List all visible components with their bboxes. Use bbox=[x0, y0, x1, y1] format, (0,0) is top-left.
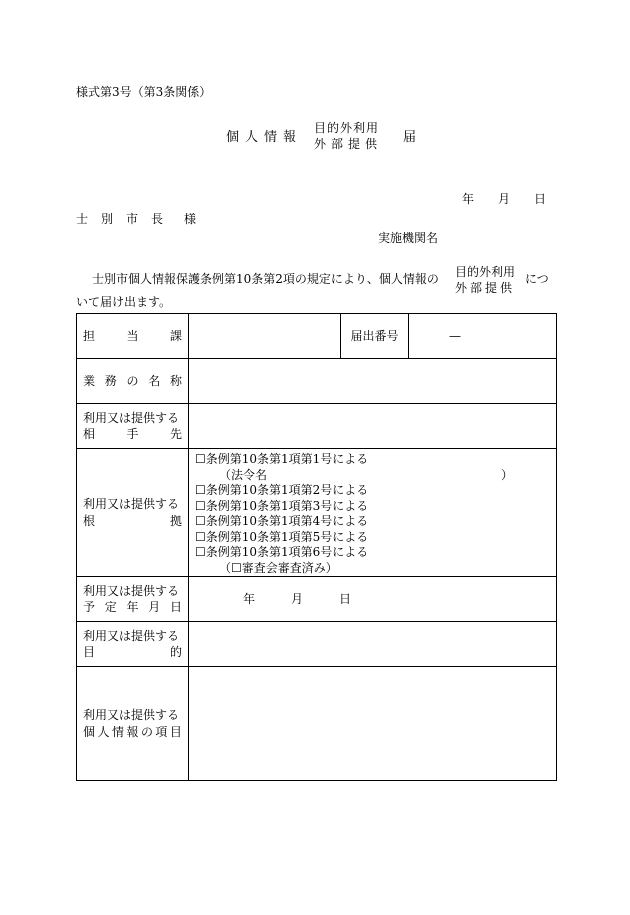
basis-law-name-line bbox=[195, 468, 556, 484]
planned-date-year: 年 bbox=[243, 592, 256, 606]
date-year: 年 bbox=[462, 192, 475, 206]
title-right: 届 bbox=[403, 130, 417, 145]
basis-option-3[interactable]: ☐条例第10条第1項第3号による bbox=[195, 498, 369, 513]
basis-law-name-close: ） bbox=[501, 467, 514, 482]
business-name-label-cell bbox=[77, 359, 189, 404]
basis-label-1: 利用又は提供する bbox=[83, 497, 180, 512]
basis-review-checkbox[interactable]: （☐審査会審査済み） bbox=[219, 560, 338, 575]
items-label-cell bbox=[77, 667, 189, 781]
recipient-label-1: 利用又は提供する bbox=[83, 410, 180, 425]
statement-part2: につ bbox=[525, 272, 549, 286]
basis-option-6[interactable]: ☐条例第10条第1項第6号による bbox=[195, 545, 369, 559]
addressee-honorific: 様 bbox=[184, 212, 197, 226]
statement-stack-top: 目的外利用 bbox=[455, 265, 516, 279]
basis-option-5[interactable]: ☐条例第10条第1項第5号による bbox=[195, 529, 369, 544]
purpose-label-cell bbox=[77, 622, 189, 667]
row-basis bbox=[77, 449, 557, 577]
business-name-label: 業 務 の 名 称 bbox=[83, 373, 182, 388]
planned-date-label-cell bbox=[77, 577, 189, 622]
business-name-value[interactable] bbox=[189, 359, 557, 404]
items-label-2: 個 人 情 報 の 項 目 bbox=[83, 724, 182, 739]
date-day: 日 bbox=[534, 192, 547, 206]
statement-stack bbox=[455, 266, 515, 294]
basis-label-cell bbox=[77, 449, 189, 577]
items-value[interactable] bbox=[189, 667, 557, 781]
purpose-label-1: 利用又は提供する bbox=[83, 628, 180, 643]
row-recipient bbox=[77, 404, 557, 449]
basis-option-1[interactable]: ☐条例第10条第1項第1号による bbox=[195, 452, 369, 466]
row-purpose bbox=[77, 622, 557, 667]
department-value[interactable] bbox=[189, 314, 341, 359]
basis-option-4[interactable]: ☐条例第10条第1項第4号による bbox=[195, 514, 369, 528]
title-stack-top: 目的外利用 bbox=[314, 121, 380, 135]
submitter-label: 実施機関名 bbox=[378, 231, 439, 245]
recipient-label-2: 相 手 先 bbox=[83, 427, 182, 441]
department-label-cell bbox=[77, 314, 189, 359]
recipient-label-cell bbox=[77, 404, 189, 449]
department-label bbox=[83, 328, 182, 344]
row-department bbox=[77, 314, 557, 359]
addressee-name: 士別市長 bbox=[76, 212, 177, 226]
notification-table bbox=[76, 313, 557, 781]
row-planned-date bbox=[77, 577, 557, 622]
title-stack bbox=[314, 122, 382, 150]
title-stack-bottom: 外部提供 bbox=[314, 137, 383, 151]
statement-line2: いて届け出ます。 bbox=[76, 295, 172, 309]
planned-date-month: 月 bbox=[291, 592, 304, 606]
row-items bbox=[77, 667, 557, 781]
basis-label-2: 根 拠 bbox=[83, 513, 182, 528]
planned-date-day: 日 bbox=[339, 592, 352, 606]
purpose-label-2: 目 的 bbox=[83, 645, 182, 659]
planned-date-label-2: 予 定 年 月 日 bbox=[83, 600, 182, 614]
purpose-value[interactable] bbox=[189, 622, 557, 667]
recipient-value[interactable] bbox=[189, 404, 557, 449]
form-number: 様式第3号（第3条関係） bbox=[76, 85, 212, 99]
statement-part1: 士別市個人情報保護条例第10条第2項の規定により、個人情報の bbox=[92, 272, 439, 286]
title-left: 個人情報 bbox=[226, 130, 303, 145]
date-month: 月 bbox=[498, 192, 511, 206]
statement-stack-bottom: 外部提供 bbox=[455, 281, 516, 295]
basis-option-2[interactable]: ☐条例第10条第1項第2号による bbox=[195, 483, 369, 497]
notification-number-value[interactable]: — bbox=[409, 314, 557, 359]
basis-law-name[interactable]: （法令名 bbox=[219, 467, 268, 482]
items-label-1: 利用又は提供する bbox=[83, 708, 180, 723]
basis-options bbox=[189, 449, 557, 577]
row-business-name bbox=[77, 359, 557, 404]
planned-date-label-1: 利用又は提供する bbox=[83, 583, 180, 598]
department-label-text: 担 当 課 bbox=[83, 328, 182, 343]
notification-number-label: 届出番号 bbox=[341, 314, 409, 359]
planned-date-value[interactable] bbox=[189, 577, 557, 622]
